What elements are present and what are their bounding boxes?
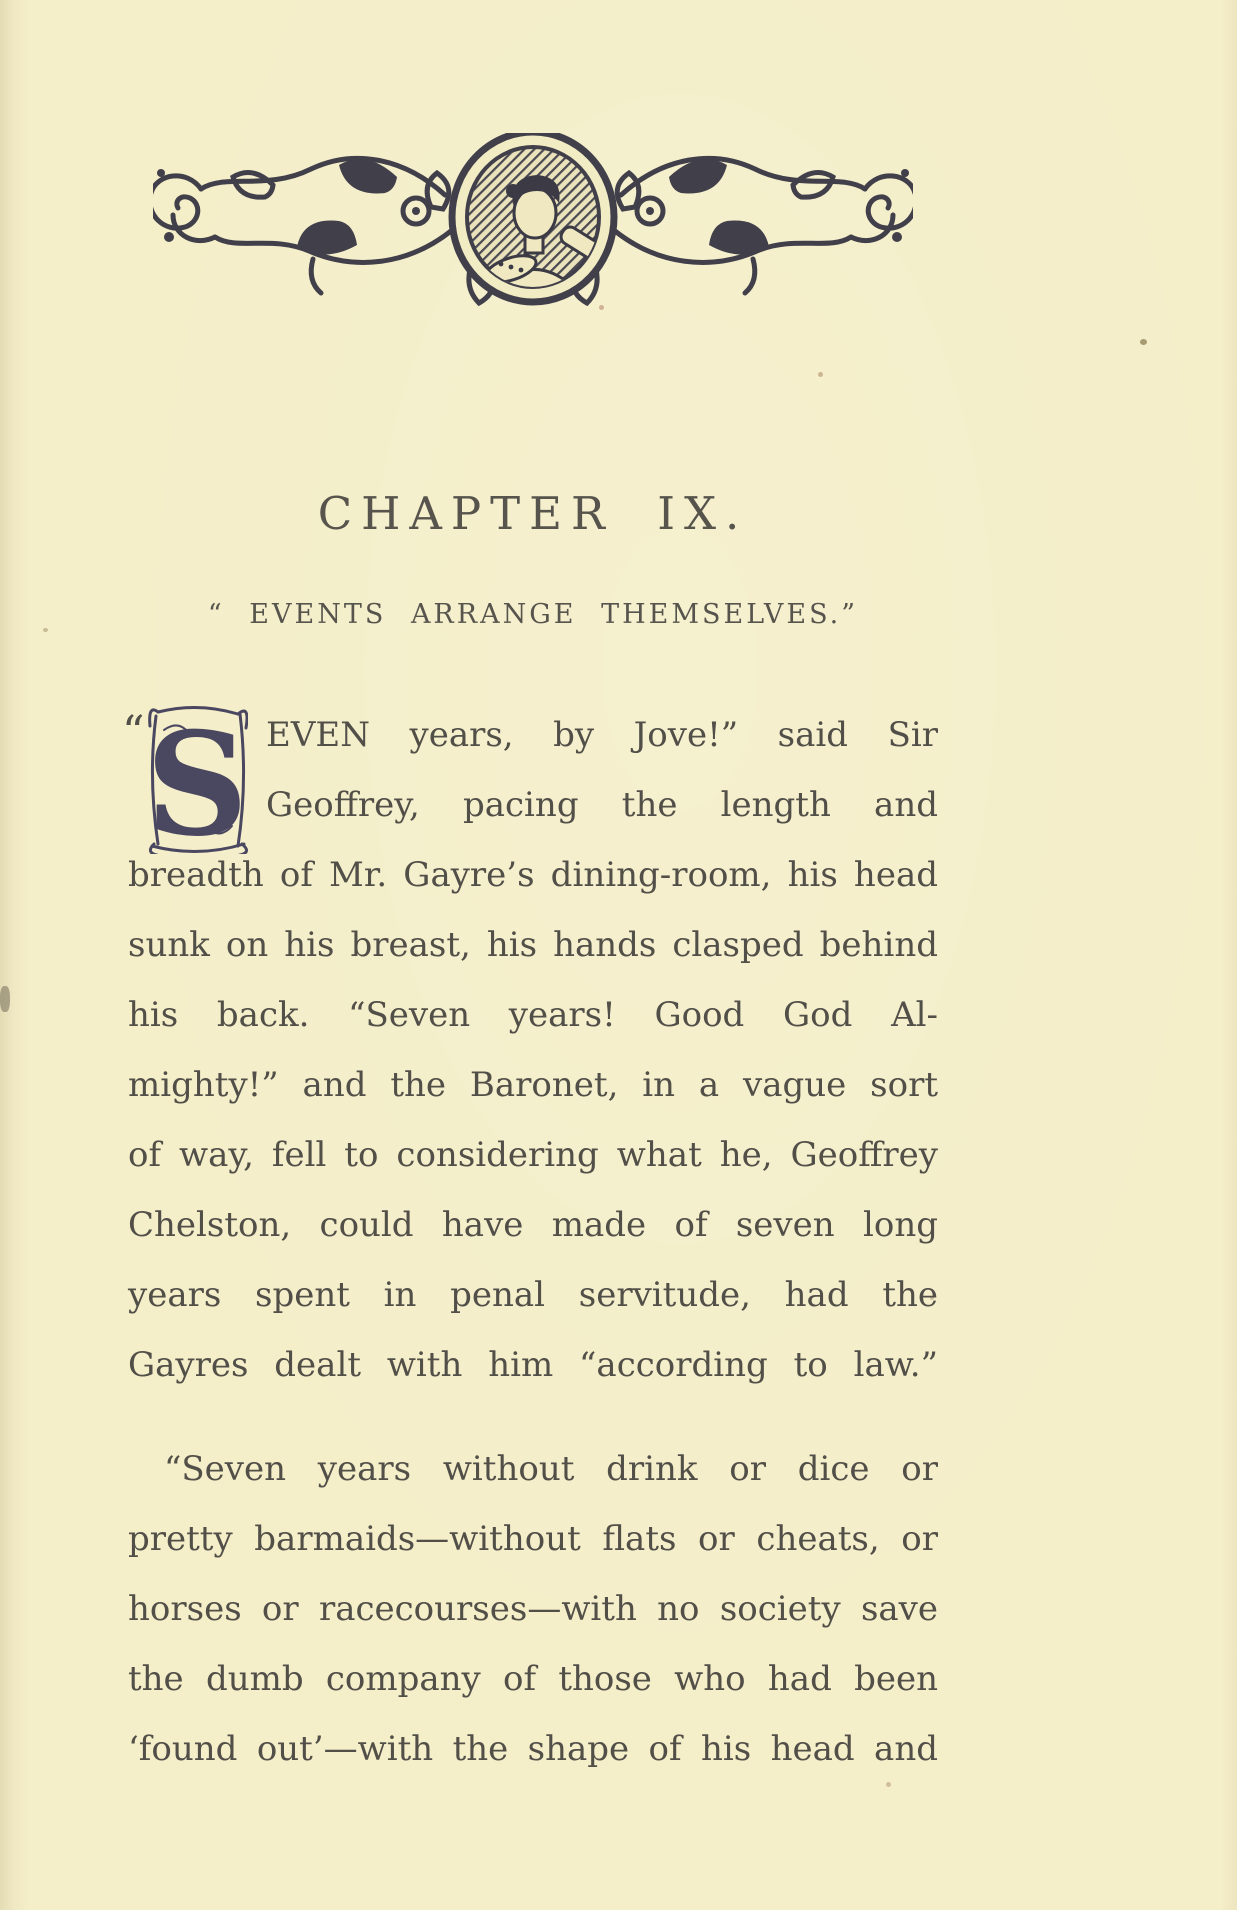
opening-quote: “ xyxy=(122,707,145,758)
foxing-speck xyxy=(43,628,48,632)
body-line: mighty!” and the Baronet, in a vague sort xyxy=(128,1065,938,1105)
headpiece-ornament xyxy=(153,133,913,308)
body-line: the dumb company of those who had been xyxy=(128,1659,938,1699)
svg-text:S: S xyxy=(146,704,248,854)
ink-smudge xyxy=(0,986,10,1012)
body-line: pretty barmaids—without flats or cheats, or xyxy=(128,1519,938,1559)
body-line: his back. “Seven years! Good God Al- xyxy=(128,995,938,1035)
body-line: of way, fell to considering what he, Geoffrey xyxy=(128,1135,938,1175)
body-line: horses or racecourses—with no society save xyxy=(128,1589,938,1629)
paragraph-1 xyxy=(122,700,938,1400)
dropcap-initial-S xyxy=(146,704,248,854)
chapter-subtitle: “ EVENTS ARRANGE THEMSELVES.” xyxy=(207,599,859,630)
body-line: years spent in penal servitude, had the xyxy=(128,1275,938,1315)
headpiece-ornament-graphic xyxy=(153,133,913,308)
paragraph-2 xyxy=(128,1434,938,1784)
body-line: breadth of Mr. Gayre’s dining-room, his head xyxy=(128,855,938,895)
body-line: “Seven years without drink or dice or xyxy=(164,1449,938,1489)
foxing-speck xyxy=(818,372,823,377)
chapter-title: CHAPTER IX. xyxy=(317,487,749,540)
body-line: Chelston, could have made of seven long xyxy=(128,1205,938,1245)
body-line: sunk on his breast, his hands clasped behind xyxy=(128,925,938,965)
body-line: Gayres dealt with him “according to law.” xyxy=(128,1345,938,1385)
body-line: EVEN years, by Jove!” said Sir xyxy=(266,715,938,755)
body-line: ‘found out’—with the shape of his head and xyxy=(128,1729,938,1769)
foxing-speck xyxy=(1140,339,1147,345)
portrait-medallion xyxy=(452,133,614,305)
body-line: Geoffrey, pacing the length and xyxy=(266,785,938,825)
